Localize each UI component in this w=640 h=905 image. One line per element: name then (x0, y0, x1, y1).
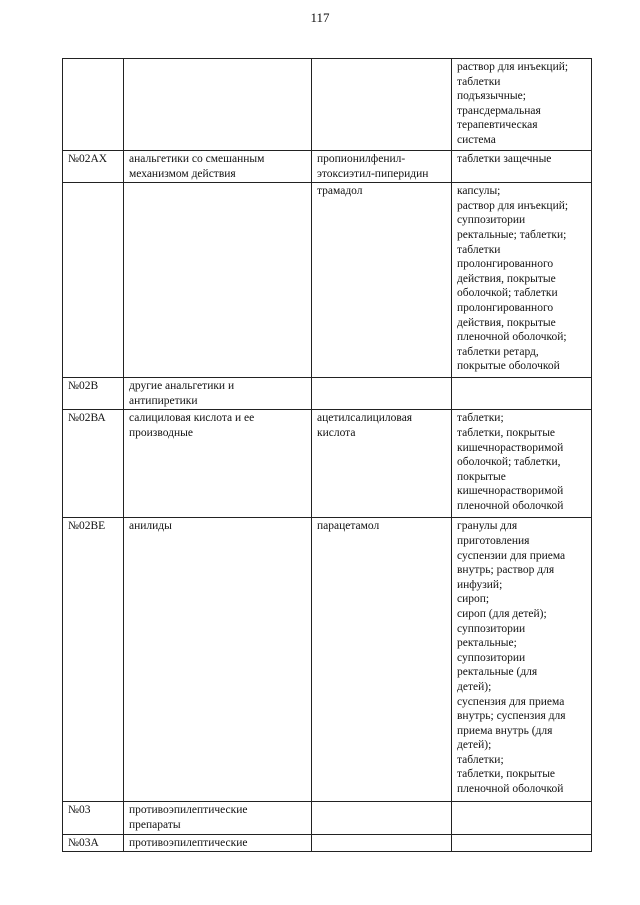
substance-cell: парацетамол (312, 518, 452, 802)
group-cell: анальгетики со смешанным механизмом действия (124, 151, 312, 183)
table-row (63, 59, 592, 151)
table-row (63, 183, 592, 378)
atc-code-cell: №03 (63, 802, 124, 834)
table-row (63, 834, 592, 852)
substance-cell: пропионилфенил- этоксиэтил-пиперидин (312, 151, 452, 183)
dosage-forms-cell: таблетки защечные (452, 151, 592, 183)
substance-cell: ацетилсалициловая кислота (312, 410, 452, 518)
table-row (63, 518, 592, 802)
atc-code-cell: №02В (63, 378, 124, 410)
atc-code-cell (63, 183, 124, 378)
atc-code-cell: №02ВЕ (63, 518, 124, 802)
dosage-forms-cell (452, 802, 592, 834)
group-cell: салициловая кислота и ее производные (124, 410, 312, 518)
atc-code-cell (63, 59, 124, 151)
dosage-forms-cell: таблетки; таблетки, покрытые кишечнорастворимой оболочкой; таблетки, покрытые кишечнорастворимой пленочной оболочкой (452, 410, 592, 518)
dosage-forms-cell: капсулы; раствор для инъекций; суппозитории ректальные; таблетки; таблетки пролонгированного действия, покрытые оболочкой; таблетки пролонгированного действия, покрытые пленочной оболочкой; таблетки ретард, покрытые оболочкой (452, 183, 592, 378)
substance-cell (312, 802, 452, 834)
dosage-forms-cell: раствор для инъекций; таблетки подъязычные; трансдермальная терапевтическая система (452, 59, 592, 151)
dosage-forms-cell: гранулы для приготовления суспензии для приема внутрь; раствор для инфузий; сироп; сироп (для детей); суппозитории ректальные; суппозитории ректальные (для детей); суспензия для приема внутрь; суспензия для приема внутрь (для детей); таблетки; таблетки, покрытые пленочной оболочкой (452, 518, 592, 802)
group-cell: другие анальгетики и антипиретики (124, 378, 312, 410)
dosage-forms-cell (452, 834, 592, 852)
medicines-table (62, 58, 592, 852)
page-number: 117 (310, 10, 330, 25)
group-cell: анилиды (124, 518, 312, 802)
atc-code-cell: №02ВА (63, 410, 124, 518)
table-row (63, 802, 592, 834)
substance-cell (312, 378, 452, 410)
group-cell (124, 59, 312, 151)
group-cell: противоэпилептические (124, 834, 312, 852)
substance-cell (312, 834, 452, 852)
table-row (63, 410, 592, 518)
table-row (63, 151, 592, 183)
atc-code-cell: №03А (63, 834, 124, 852)
table-row (63, 378, 592, 410)
group-cell (124, 183, 312, 378)
substance-cell (312, 59, 452, 151)
substance-cell: трамадол (312, 183, 452, 378)
group-cell: противоэпилептические препараты (124, 802, 312, 834)
dosage-forms-cell (452, 378, 592, 410)
atc-code-cell: №02АХ (63, 151, 124, 183)
